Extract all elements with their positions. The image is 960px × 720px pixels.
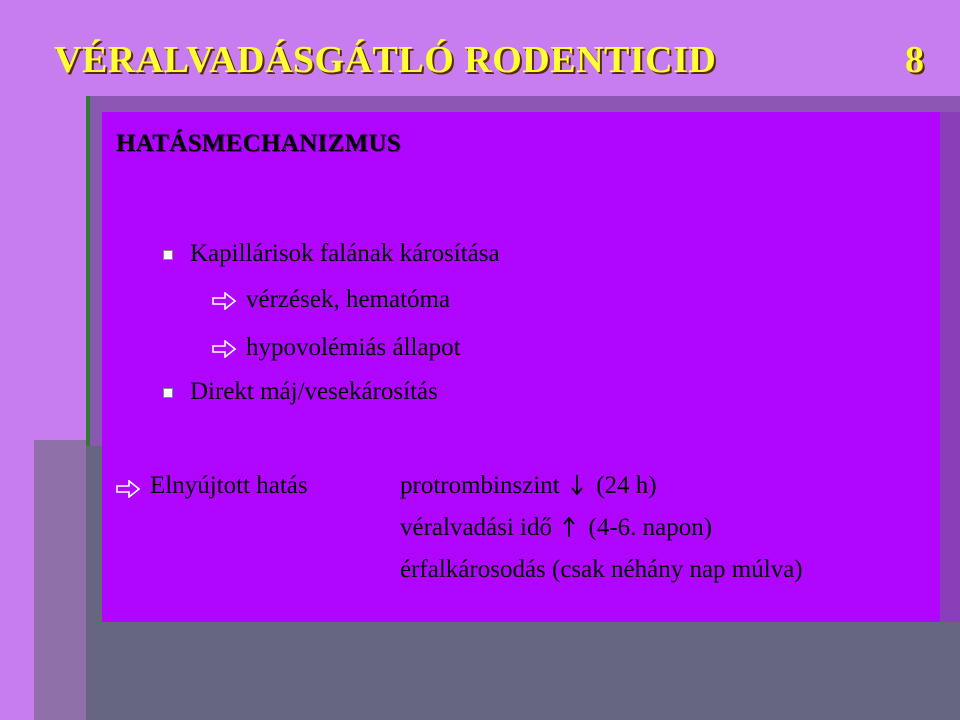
sub-bullet-item: vérzések, hematóma bbox=[246, 286, 451, 313]
background-block-left bbox=[34, 440, 86, 720]
background-strip-left bbox=[90, 96, 102, 446]
effect-row bbox=[400, 556, 803, 584]
effect-text: érfalkárosodás (csak néhány nap múlva) bbox=[400, 556, 803, 583]
background-strip-top bbox=[86, 96, 960, 112]
effect-time: (4-6. napon) bbox=[588, 514, 713, 541]
up-arrow-icon bbox=[562, 516, 576, 538]
prolonged-effect-label: Elnyújtott hatás bbox=[150, 472, 308, 499]
down-arrow-icon bbox=[570, 474, 584, 496]
bullet-item: Kapillárisok falának károsítása bbox=[190, 240, 500, 267]
outline-arrow-right-icon bbox=[212, 292, 236, 310]
effect-row bbox=[400, 472, 657, 500]
effect-time: (24 h) bbox=[596, 472, 657, 499]
panel-edge-shadow bbox=[940, 112, 960, 622]
sub-bullet-item: hypovolémiás állapot bbox=[246, 334, 461, 361]
content-panel bbox=[102, 112, 940, 622]
slide-subtitle: HATÁSMECHANIZMUS bbox=[116, 130, 401, 157]
square-bullet-icon bbox=[163, 388, 173, 398]
effect-text: protrombinszint bbox=[400, 472, 560, 499]
outline-arrow-right-icon bbox=[212, 340, 236, 358]
effect-text: véralvadási idő bbox=[400, 514, 553, 541]
slide-title: VÉRALVADÁSGÁTLÓ RODENTICID bbox=[54, 39, 717, 81]
bullet-item: Direkt máj/vesekárosítás bbox=[190, 378, 438, 405]
accent-line-left bbox=[86, 96, 90, 446]
slide-number: 8 bbox=[905, 39, 924, 81]
square-bullet-icon bbox=[163, 250, 173, 260]
outline-arrow-right-icon bbox=[116, 480, 140, 498]
effect-row bbox=[400, 514, 712, 542]
